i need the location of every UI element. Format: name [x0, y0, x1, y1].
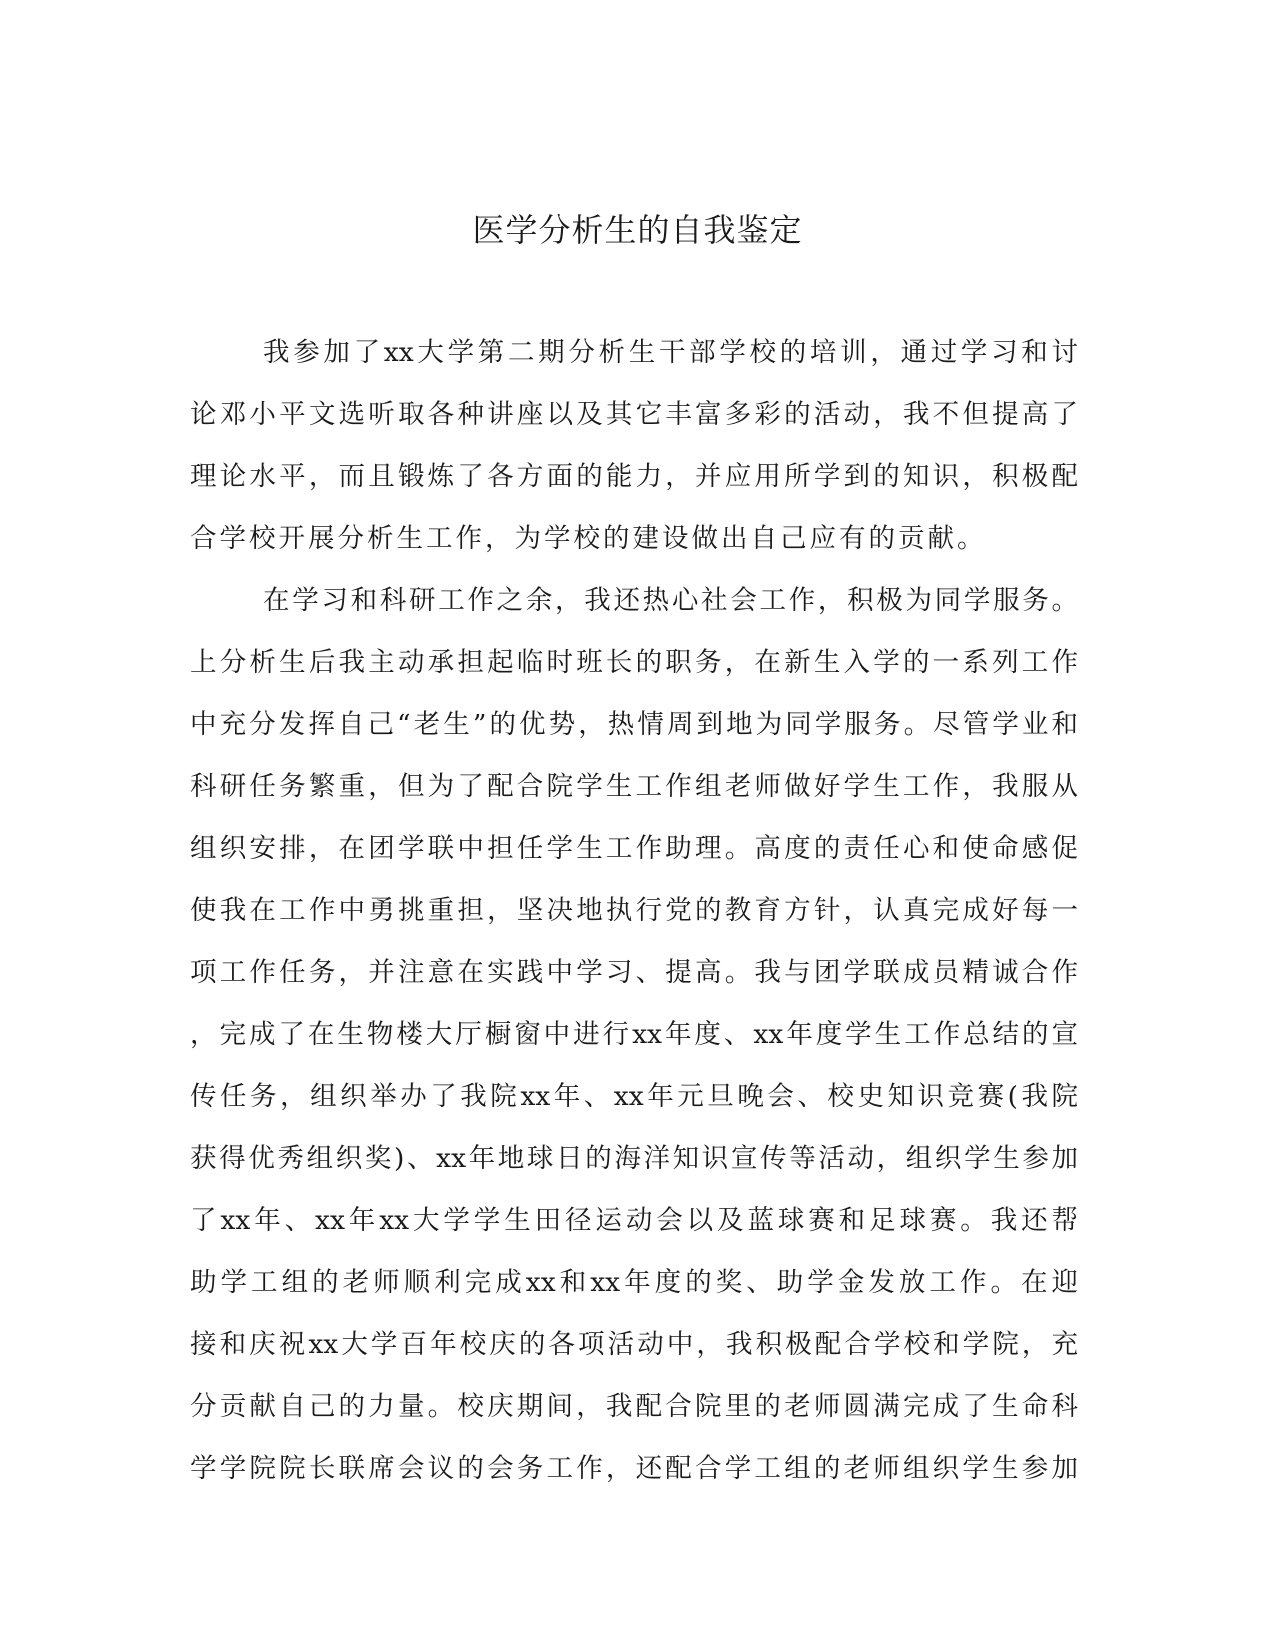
- text-line: 论邓小平文选听取各种讲座以及其它丰富多彩的活动，我不但提高了: [190, 399, 1078, 430]
- document-body: [190, 322, 1078, 1500]
- text-line: 分贡献自己的力量。校庆期间，我配合院里的老师圆满完成了生命科: [190, 1391, 1078, 1422]
- text-line: 合学校开展分析生工作，为学校的建设做出自己应有的贡献。: [190, 523, 987, 554]
- text-line: 上分析生后我主动承担起临时班长的职务，在新生入学的一系列工作: [190, 647, 1078, 678]
- text-line: 组织安排，在团学联中担任学生工作助理。高度的责任心和使命感促: [190, 833, 1078, 864]
- text-line: 在学习和科研工作之余，我还热心社会工作，积极为同学服务。: [263, 585, 1078, 616]
- text-line: 理论水平，而且锻炼了各方面的能力，并应用所学到的知识，积极配: [190, 461, 1078, 492]
- text-line: 我参加了xx大学第二期分析生干部学校的培训，通过学习和讨: [263, 337, 1078, 368]
- text-line: ，完成了在生物楼大厅橱窗中进行xx年度、xx年度学生工作总结的宣: [190, 1019, 1078, 1050]
- text-line: 助学工组的老师顺利完成xx和xx年度的奖、助学金发放工作。在迎: [190, 1267, 1078, 1298]
- text-line: 项工作任务，并注意在实践中学习、提高。我与团学联成员精诚合作: [190, 957, 1078, 988]
- text-line: 接和庆祝xx大学百年校庆的各项活动中，我积极配合学校和学院，充: [190, 1329, 1078, 1360]
- text-line: 学学院院长联席会议的会务工作，还配合学工组的老师组织学生参加: [190, 1453, 1078, 1484]
- text-line: 获得优秀组织奖)、xx年地球日的海洋知识宣传等活动，组织学生参加: [190, 1143, 1078, 1174]
- text-line: 科研任务繁重，但为了配合院学生工作组老师做好学生工作，我服从: [190, 771, 1078, 802]
- text-line: 使我在工作中勇挑重担，坚决地执行党的教育方针，认真完成好每一: [190, 895, 1078, 926]
- text-line: 了xx年、xx年xx大学学生田径运动会以及蓝球赛和足球赛。我还帮: [190, 1205, 1078, 1236]
- document-title: 医学分析生的自我鉴定: [472, 211, 803, 249]
- text-line: 传任务，组织举办了我院xx年、xx年元旦晚会、校史知识竞赛(我院: [190, 1081, 1078, 1112]
- text-line: 中充分发挥自己“老生”的优势，热情周到地为同学服务。尽管学业和: [190, 709, 1078, 740]
